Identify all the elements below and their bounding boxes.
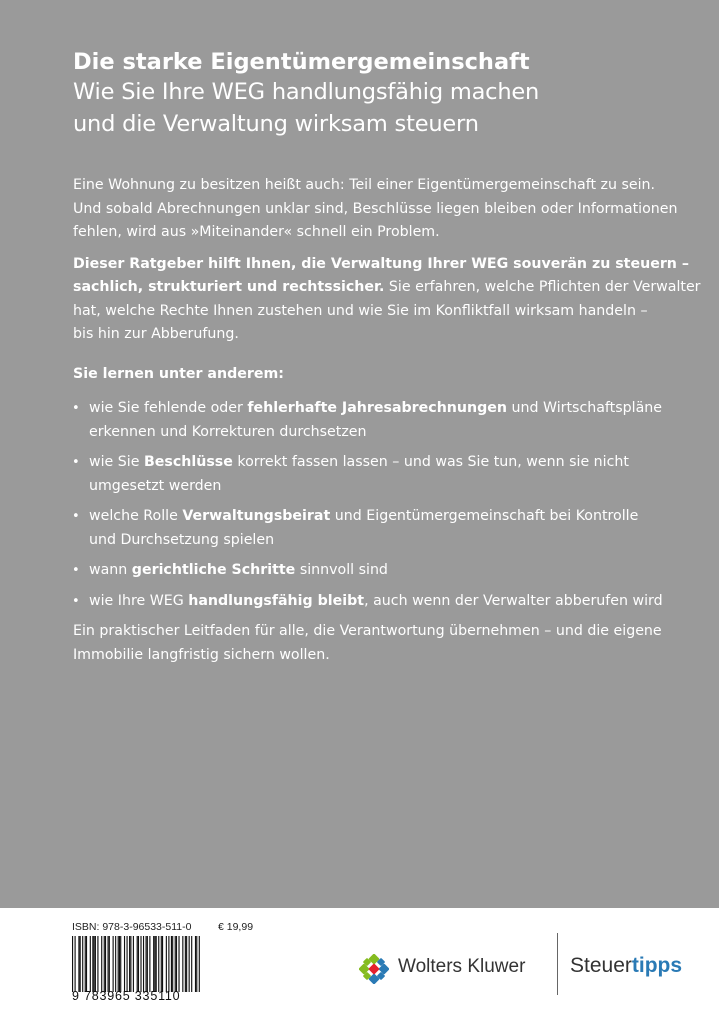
footer-band bbox=[0, 908, 719, 1020]
intro-line-2: Und sobald Abrechnungen unklar sind, Beschlüsse liegen bleiben oder Informationen bbox=[73, 200, 678, 217]
guide-rest-2: Sie erfahren, welche Pflichten der Verwalter bbox=[384, 279, 701, 295]
barcode-bar bbox=[143, 936, 144, 992]
list-item: • wie Ihre WEG handlungsfähig bleibt, auch wenn der Verwalter abberufen wird bbox=[73, 590, 673, 614]
barcode-bar bbox=[101, 936, 102, 992]
closing-paragraph bbox=[73, 620, 673, 667]
list-item: • wie Sie fehlende oder fehlerhafte Jahresabrechnungen und Wirtschaftspläne erkennen und Korrekturen durchsetzen bbox=[73, 397, 673, 444]
barcode-bar bbox=[92, 936, 93, 992]
back-cover-content bbox=[72, 48, 701, 667]
barcode-bar bbox=[178, 936, 179, 992]
price-label: € 19,99 bbox=[218, 921, 254, 933]
intro-line-1: Eine Wohnung zu besitzen heißt auch: Teil einer Eigentümergemeinschaft zu sein. bbox=[73, 177, 656, 193]
guide-paragraph bbox=[73, 253, 701, 347]
barcode-bar bbox=[147, 936, 148, 992]
bullet-icon: • bbox=[72, 593, 80, 609]
publisher-name: Wolters Kluwer bbox=[398, 956, 526, 977]
barcode-bar bbox=[156, 936, 157, 992]
learning-list bbox=[73, 397, 673, 613]
barcode-bar bbox=[127, 936, 128, 992]
barcode-icon bbox=[72, 936, 200, 992]
barcode-bar bbox=[109, 936, 110, 992]
intro-line-3: fehlen, wird aus »Miteinander« schnell ein Problem. bbox=[73, 224, 440, 240]
barcode-bar bbox=[138, 936, 139, 992]
barcode-bar bbox=[140, 936, 141, 992]
guide-bold-2: sachlich, strukturiert und rechtssicher. bbox=[73, 279, 385, 295]
list-item: • welche Rolle Verwaltungsbeirat und Eigentümergemeinschaft bei Kontrolle und Durchsetzung spielen bbox=[73, 505, 673, 552]
intro-paragraph bbox=[73, 174, 678, 245]
barcode-bar bbox=[120, 936, 121, 992]
barcode-bar bbox=[118, 936, 119, 992]
barcode-bar bbox=[85, 936, 86, 992]
barcode-bar bbox=[161, 936, 162, 992]
bullet-icon: • bbox=[72, 401, 80, 416]
barcode-digits: 9 783965 335110 bbox=[72, 989, 181, 1003]
guide-bold-1: Dieser Ratgeber hilft Ihnen, die Verwaltung Ihrer WEG souverän zu steuern – bbox=[73, 255, 689, 272]
barcode-bar bbox=[176, 936, 177, 992]
subtitle-line-2: und die Verwaltung wirksam steuern bbox=[73, 111, 479, 137]
footer-divider bbox=[557, 933, 558, 995]
bullet-icon: • bbox=[72, 509, 80, 524]
guide-line-4: bis hin zur Abberufung. bbox=[73, 326, 239, 342]
barcode-bar bbox=[97, 936, 98, 992]
barcode-bar bbox=[72, 936, 73, 992]
list-item: • wie Sie Beschlüsse korrekt fassen lassen – und was Sie tun, wenn sie nicht umgesetzt werden bbox=[73, 451, 673, 498]
barcode-bar bbox=[80, 936, 81, 992]
barcode-bar bbox=[75, 936, 76, 992]
barcode-bar bbox=[153, 936, 154, 992]
barcode-bar bbox=[133, 936, 134, 992]
barcode-bar bbox=[90, 936, 91, 992]
bullet-icon: • bbox=[72, 563, 80, 578]
isbn-label: ISBN: 978-3-96533-511-0 bbox=[72, 921, 192, 933]
bullet-icon: • bbox=[72, 455, 80, 470]
learn-heading: Sie lernen unter anderem: bbox=[73, 365, 284, 382]
barcode-bar bbox=[189, 936, 190, 992]
barcode-bar bbox=[199, 936, 200, 992]
barcode-bar bbox=[105, 936, 106, 992]
barcode-bar bbox=[172, 936, 173, 992]
series-accent: tipps bbox=[631, 954, 683, 977]
barcode-bar bbox=[186, 936, 187, 992]
barcode-bar bbox=[168, 936, 169, 992]
barcode-bar bbox=[162, 936, 163, 992]
barcode-bar bbox=[129, 936, 130, 992]
barcode-bar bbox=[191, 936, 192, 992]
barcode-bar bbox=[124, 936, 125, 992]
barcode-bar bbox=[119, 936, 120, 992]
barcode-bar bbox=[86, 936, 87, 992]
series-plain: Steuer bbox=[570, 954, 632, 977]
barcode-bar bbox=[137, 936, 138, 992]
barcode-bar bbox=[158, 936, 159, 992]
list-item: • wann gerichtliche Schritte sinnvoll sind bbox=[73, 559, 673, 583]
barcode-bar bbox=[78, 936, 79, 992]
barcode-bar bbox=[113, 936, 114, 992]
barcode-bar bbox=[95, 936, 96, 992]
barcode-bar bbox=[175, 936, 176, 992]
barcode-block bbox=[72, 921, 272, 1003]
barcode-bar bbox=[182, 936, 183, 992]
barcode-bar bbox=[154, 936, 155, 992]
book-title: Die starke Eigentümergemeinschaft bbox=[73, 49, 530, 75]
barcode-bar bbox=[166, 936, 167, 992]
barcode-bar bbox=[130, 936, 131, 992]
barcode-bar bbox=[185, 936, 186, 992]
barcode-bar bbox=[107, 936, 108, 992]
wolters-kluwer-logo-icon bbox=[359, 954, 389, 984]
barcode-bar bbox=[149, 936, 150, 992]
closing-line-2: Immobilie langfristig sichern wollen. bbox=[73, 646, 330, 663]
barcode-bar bbox=[104, 936, 105, 992]
book-subtitle bbox=[73, 76, 673, 140]
subtitle-line-1: Wie Sie Ihre WEG handlungsfähig machen bbox=[73, 79, 540, 105]
barcode-bar bbox=[115, 936, 116, 992]
barcode-bar bbox=[82, 936, 83, 992]
closing-line-1: Ein praktischer Leitfaden für alle, die Verantwortung übernehmen – und die eigene bbox=[73, 623, 662, 639]
barcode-bar bbox=[146, 936, 147, 992]
barcode-bar bbox=[195, 936, 196, 992]
barcode-bar bbox=[94, 936, 95, 992]
barcode-bar bbox=[171, 936, 172, 992]
series-name bbox=[570, 954, 682, 978]
barcode-bar bbox=[196, 936, 197, 992]
guide-line-3: hat, welche Rechte Ihnen zustehen und wie Sie im Konfliktfall wirksam handeln – bbox=[73, 302, 648, 319]
